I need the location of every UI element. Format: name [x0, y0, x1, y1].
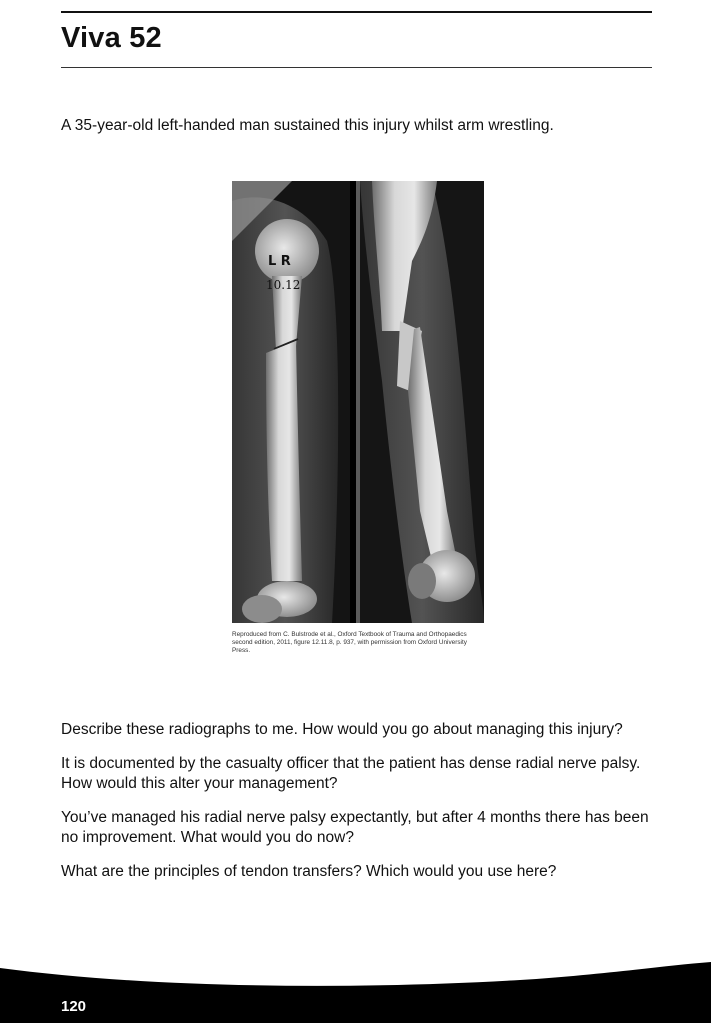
question-2: It is documented by the casualty officer that the patient has dense radial nerve palsy. How would this alter your management? — [61, 755, 641, 792]
page-title: Viva 52 — [61, 22, 162, 54]
radiograph-image — [232, 181, 484, 623]
question-3: You’ve managed his radial nerve palsy expectantly, but after 4 months there has been no improvement. What would you do now? — [61, 809, 649, 846]
question-1: Describe these radiographs to me. How would you go about managing this injury? — [61, 721, 623, 738]
header-bottom-rule — [61, 67, 652, 68]
question-4: What are the principles of tendon transfers? Which would you use here? — [61, 863, 557, 880]
page-number: 120 — [61, 998, 87, 1015]
footer-wave — [0, 940, 711, 1023]
radiograph-drawing — [232, 181, 484, 623]
figure-caption: Reproduced from C. Bulstrode et al., Oxford Textbook of Trauma and Orthopaedics second edition, 2011, figure 12.11.8, p. 937, with permission from Oxford University Press. — [232, 631, 467, 654]
header-top-rule — [61, 11, 652, 13]
questions-list — [61, 720, 661, 896]
marker-lr: L R — [268, 254, 291, 269]
case-intro: A 35-year-old left-handed man sustained this injury whilst arm wrestling. — [61, 117, 554, 134]
marker-number: 10.12 — [266, 278, 301, 292]
